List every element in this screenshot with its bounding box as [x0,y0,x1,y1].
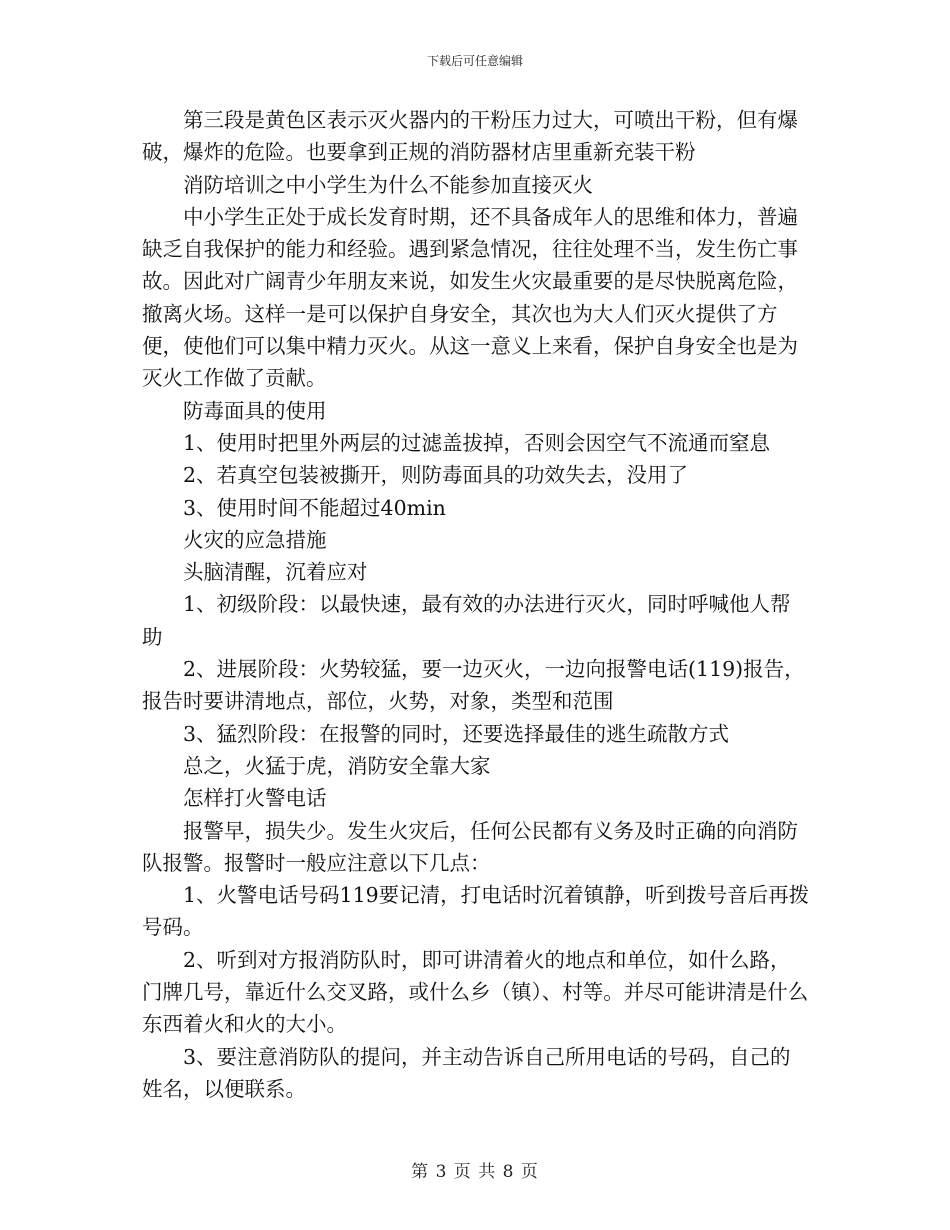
list-item-gas-mask-2: 2、若真空包装被撕开，则防毒面具的功效失去，没用了 [183,463,689,488]
paragraph-powder-pressure: 第三段是黄色区表示灭火器内的干粉压力过大，可喷出干粉，但有爆破，爆炸的危险。也要拿到正规的消防器材店里重新充装干粉 [142,108,798,165]
list-item-stage-developing: 2、进展阶段：火势较猛，要一边灭火，一边向报警电话(119)报告，报告时要讲清地点，部位，火势，对象，类型和范围 [142,657,805,714]
section-heading-fire-emergency: 火灾的应急措施 [183,527,327,552]
list-item-gas-mask-3: 3、使用时间不能超过40min [183,495,446,520]
list-item-call-1: 1、火警电话号码119要记清，打电话时沉着镇静，听到拨号音后再拨号码。 [142,883,810,940]
list-item-call-2: 2、听到对方报消防队时，即可讲清着火的地点和单位，如什么路，门牌几号，靠近什么交叉路，或什么乡（镇）、村等。并尽可能讲清是什么东西着火和火的大小。 [142,947,809,1037]
section-heading-fire-call: 怎样打火警电话 [183,786,327,811]
list-item-stage-initial: 1、初级阶段：以最快速，最有效的办法进行灭火，同时呼喊他人帮助 [142,592,791,649]
paragraph-students-safety: 中小学生正处于成长发育时期，还不具备成年人的思维和体力，普遍缺乏自我保护的能力和经验。遇到紧急情况，往往处理不当，发生伤亡事故。因此对广阔青少年朋友来说，如发生火灾最重要的是尽快脱离危险，撤离火场。这样一是可以保护自身安全，其次也为大人们灭火提供了方便，使他们可以集中精力灭火。从这一意义上来看，保护自身安全也是为灭火工作做了贡献。 [142,204,798,391]
paragraph-report-early: 报警早，损失少。发生火灾后，任何公民都有义务及时正确的向消防队报警。报警时一般应注意以下几点： [142,818,798,875]
section-heading-students-firefighting: 消防培训之中小学生为什么不能参加直接灭火 [183,172,593,197]
page-header: 下载后可任意编辑 [426,54,523,68]
list-item-stage-fierce: 3、猛烈阶段：在报警的同时，还要选择最佳的逃生疏散方式 [183,721,730,746]
document-body [142,104,810,1105]
page-number-footer: 第 3 页 共 8 页 [411,1162,539,1182]
subheading-stay-calm: 头脑清醒，沉着应对 [183,560,368,585]
list-item-call-3: 3、要注意消防队的提问，并主动告诉自己所用电话的号码，自己的姓名，以便联系。 [142,1044,791,1101]
section-heading-gas-mask: 防毒面具的使用 [183,398,327,423]
list-item-gas-mask-1: 1、使用时把里外两层的过滤盖拔掉，否则会因空气不流通而窒息 [183,430,771,455]
summary-line: 总之，火猛于虎，消防安全靠大家 [183,753,491,778]
